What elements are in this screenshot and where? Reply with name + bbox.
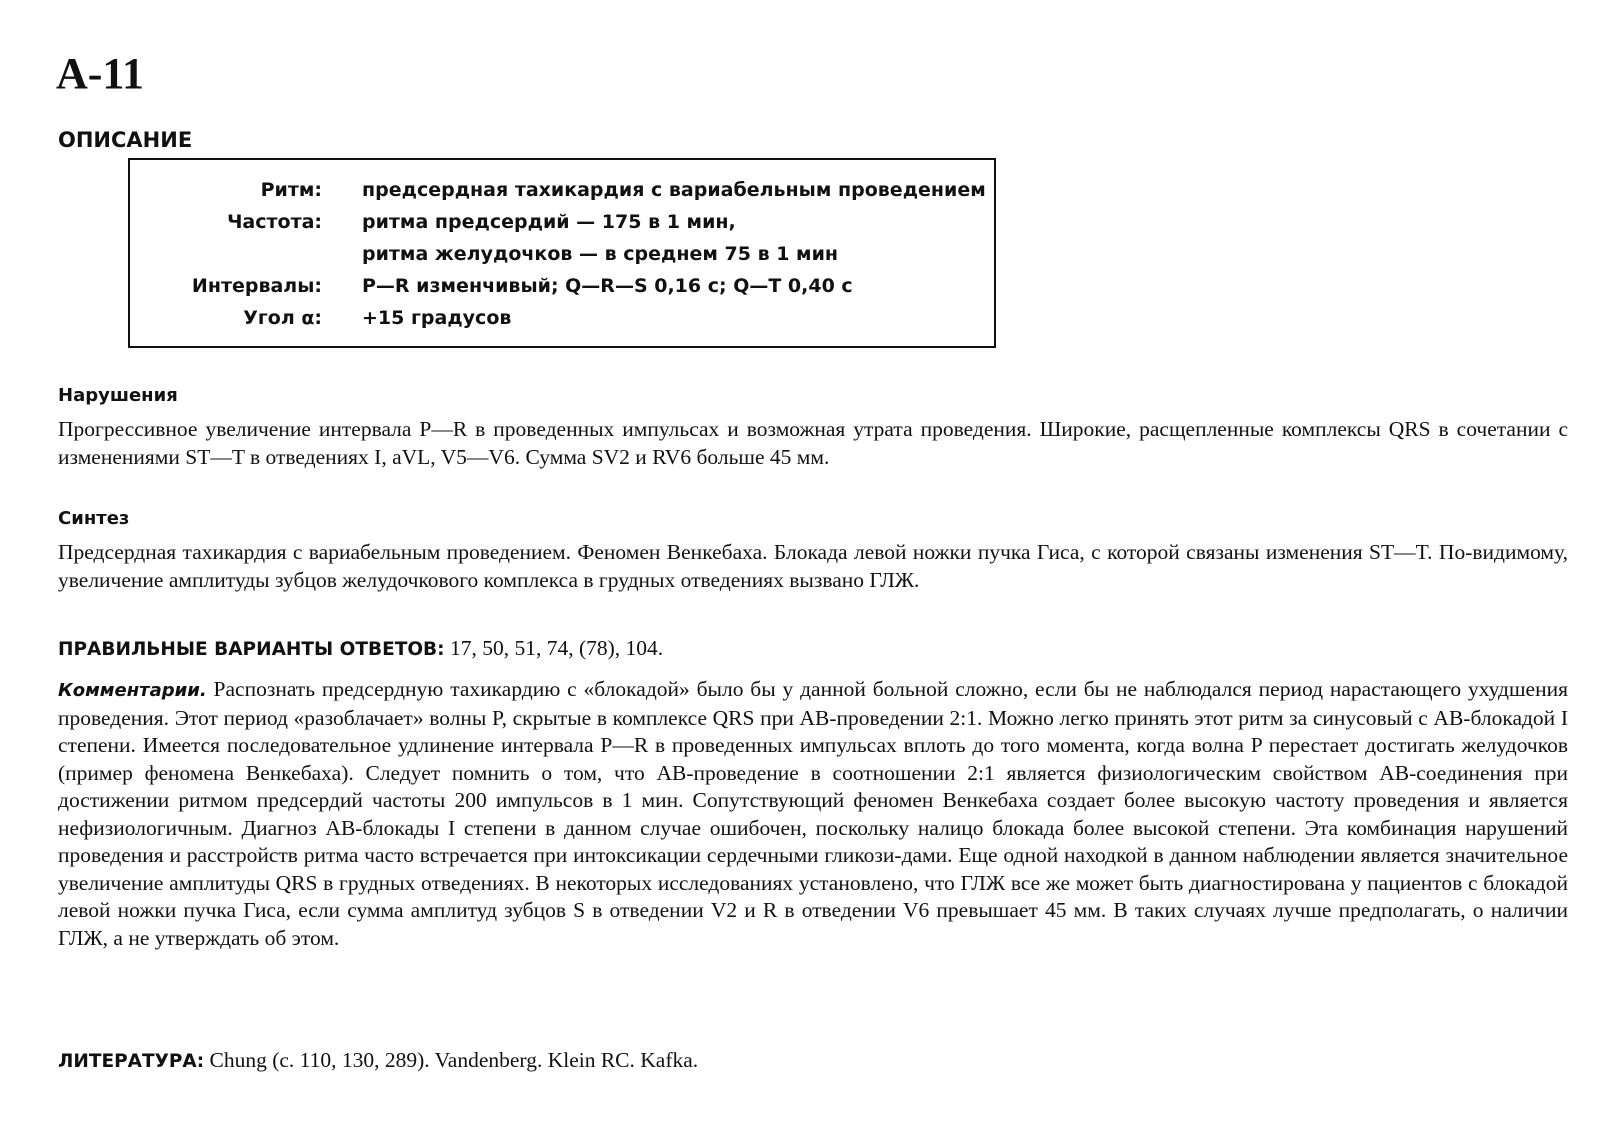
desc-label-axis: Угол α: xyxy=(243,307,322,329)
description-title: ОПИСАНИЕ xyxy=(58,128,193,152)
case-id: А-11 xyxy=(56,49,144,98)
desc-value-rhythm: предсердная тахикардия с вариабельным проведением xyxy=(362,179,986,201)
desc-value-intervals: P—R изменчивый; Q—R—S 0,16 с; Q—T 0,40 с xyxy=(362,275,853,297)
violations-heading: Нарушения xyxy=(58,385,178,406)
desc-value-axis: +15 градусов xyxy=(362,307,512,329)
comments-label: Комментарии. xyxy=(58,680,207,701)
synthesis-text: Предсердная тахикардия с вариабельным проведением. Феномен Венкебаха. Блокада левой ножки пучка Гиса, с которой связаны изменения ST—T. По-видимому, увеличение амплитуды зубцов желудочкового комплекса в грудных отведениях вызвано ГЛЖ. xyxy=(58,540,1568,592)
literature xyxy=(58,1048,698,1073)
desc-label-intervals: Интервалы: xyxy=(191,275,322,297)
comments-text: Распознать предсердную тахикардию с «блокадой» было бы у данной больной сложно, если бы не наблюдался период нарастающего ухудшения проведения. Этот период «разоблачает» волны P, скрытые в комплексе QRS при АВ-проведении 2:1. Можно легко принять этот ритм за синусовый с АВ-блокадой I степени. Имеется последовательное удлинение интервала P—R в проведенных импульсах вплоть до того момента, когда волна P перестает достигать желудочков (пример феномена Венкебаха). Следует помнить о том, что АВ-проведение в соотношении 2:1 является физиологическим свойством АВ-соединения при достижении ритмом предсердий частоты 200 импульсов в 1 мин. Сопутствующий феномен Венкебаха создает более высокую частоту проведения и является нефизиологичным. Диагноз АВ-блокады I степени в данном случае ошибочен, поскольку налицо блокада более высокой степени. Эта комбинация нарушений проведения и расстройств ритма часто встречается при интоксикации сердечными гликози-дами. Еще одной находкой в данном наблюдении является значительное увеличение амплитуды QRS в грудных отведениях. В некоторых исследованиях установлено, что ГЛЖ все же может быть диагностирована у пациентов с блокадой левой ножки пучка Гиса, если сумма амплитуд зубцов S в отведении V2 и R в отведении V6 превышает 45 мм. В таких случаях лучше предполагать, о наличии ГЛЖ, а не утверждать об этом. xyxy=(58,677,1568,950)
description-box xyxy=(128,158,996,348)
literature-value: Chung (с. 110, 130, 289). Vandenberg. Klein RC. Kafka. xyxy=(204,1048,699,1072)
literature-label: ЛИТЕРАТУРА: xyxy=(58,1051,205,1072)
answers-value: 17, 50, 51, 74, (78), 104. xyxy=(444,636,664,660)
answers-label: ПРАВИЛЬНЫЕ ВАРИАНТЫ ОТВЕТОВ: xyxy=(58,639,445,660)
desc-value-rate-ventricular: ритма желудочков — в среднем 75 в 1 мин xyxy=(362,243,839,265)
desc-label-rate: Частота: xyxy=(227,211,322,233)
correct-answers xyxy=(58,636,663,661)
desc-value-rate-atrial: ритма предсердий — 175 в 1 мин, xyxy=(362,211,736,233)
comments-paragraph xyxy=(58,676,1568,952)
synthesis-heading: Синтез xyxy=(58,508,130,529)
violations-text: Прогрессивное увеличение интервала P—R в проведенных импульсах и возможная утрата проведения. Широкие, расщепленные комплексы QRS в сочетании с изменениями ST—T в отведениях I, aVL, V5—V6. Сумма SV2 и RV6 больше 45 мм. xyxy=(58,417,1568,469)
desc-label-rhythm: Ритм: xyxy=(260,179,322,201)
